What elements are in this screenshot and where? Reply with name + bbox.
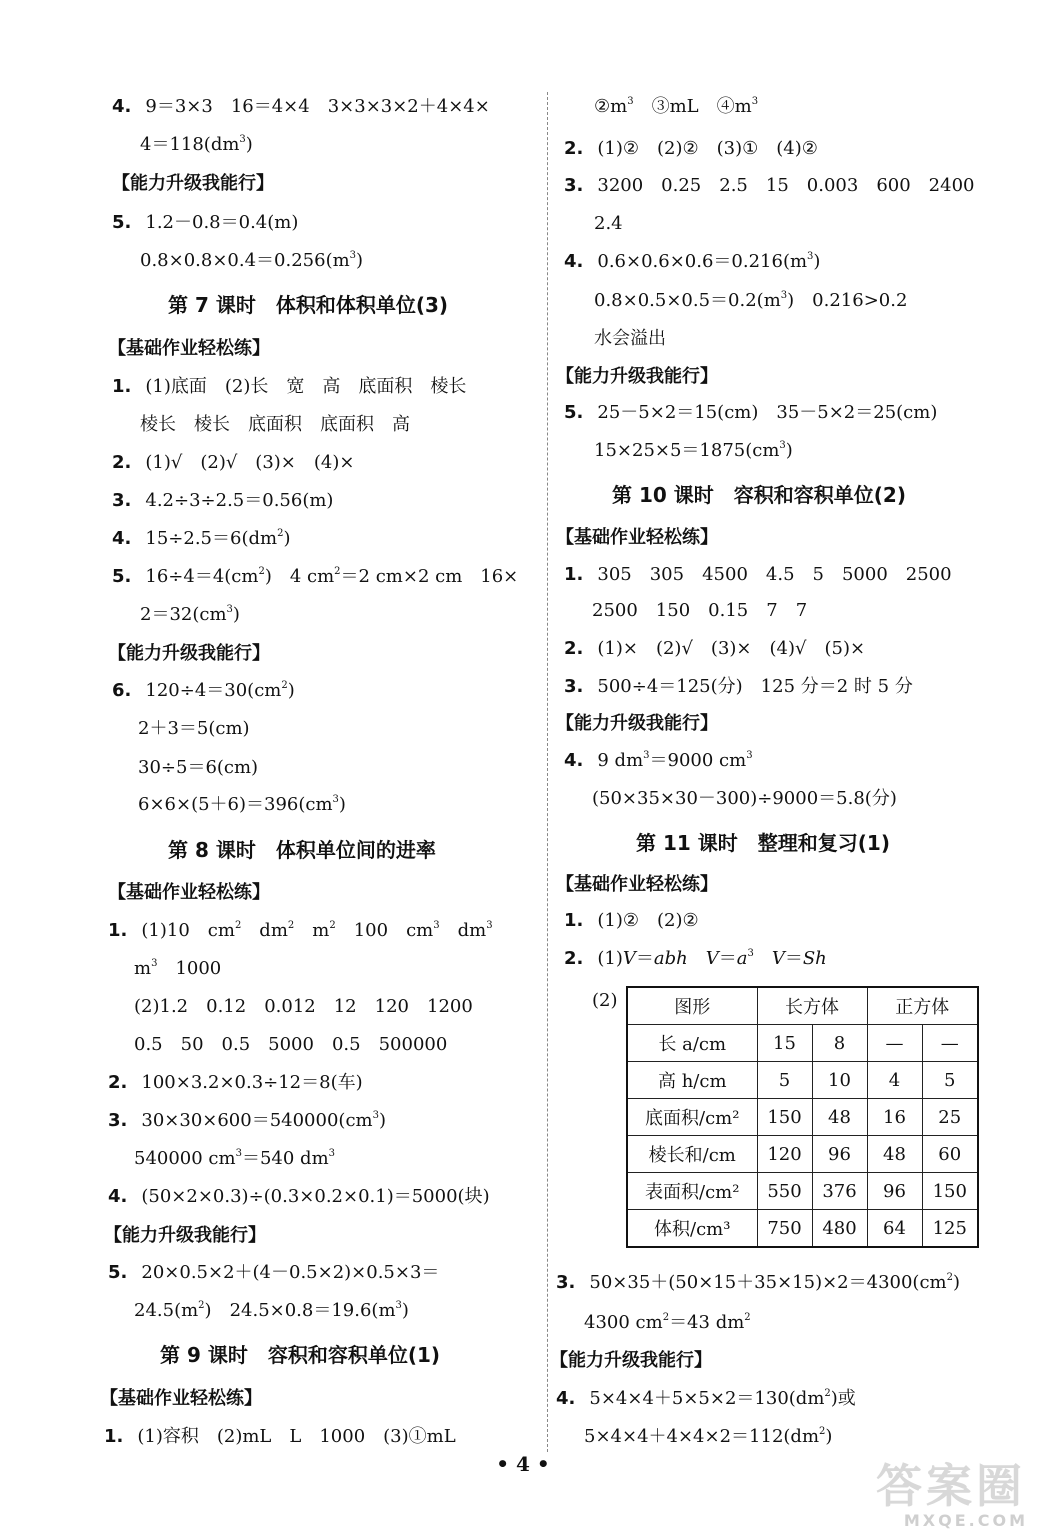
answer-line: 5. $16\div 4=4(cm^2)$ 4 $cm^2=2$ cm×2 cm 16× [112, 566, 519, 587]
answer-line: 1. (1)容积 (2)mL L 1000 (3)①mL [104, 1426, 456, 1447]
answer-line: $0.8\times 0.8\times 0.4=0.256(m^3)$ [140, 250, 364, 271]
table-cell: 15 [757, 1025, 812, 1062]
row-label: 表面积/cm² [627, 1173, 757, 1210]
table-row [627, 1173, 978, 1210]
answer-line: 2.4 [594, 213, 623, 234]
answer-line: 4. $0.6\times 0.6\times 0.6=0.216(m^3)$ [564, 251, 821, 272]
answer-line: $6\times 6\times(5+6)=396(cm^3)$ [138, 794, 346, 815]
table-cell: 376 [812, 1173, 867, 1210]
answer-line: 4. (50×2×0.3)÷(0.3×0.2×0.1)＝5000(块) [108, 1186, 490, 1207]
answer-line: 2500 150 0.15 7 7 [592, 600, 808, 621]
section-heading: 【基础作业轻松练】 [100, 1388, 262, 1409]
answer-line: 4. 9＝3×3 16＝4×4 3×3×3×2＋4×4× [112, 96, 490, 117]
table-row [627, 1210, 978, 1248]
table-cell: 10 [812, 1062, 867, 1099]
answer-line: 4. $5\times 4\times 4+5\times 5\times 2=130(dm^2)$或 [556, 1388, 856, 1409]
answer-line: $15\times 25\times 5=1875(cm^3)$ [594, 440, 793, 461]
answer-line: $2=32(cm^3)$ [140, 604, 240, 625]
table-header-cell: 正方体 [867, 987, 978, 1025]
row-label: 高 h/cm [627, 1062, 757, 1099]
table-cell: 120 [757, 1136, 812, 1173]
section-heading: 【能力升级我能行】 [556, 713, 718, 734]
row-label: 体积/cm³ [627, 1210, 757, 1248]
table-row [627, 1025, 978, 1062]
row-label: 长 a/cm [627, 1025, 757, 1062]
table-row [627, 1062, 978, 1099]
answer-line: 2. 100×3.2×0.3÷12＝8(车) [108, 1072, 363, 1093]
table-cell: 60 [922, 1136, 978, 1173]
answer-line: $24.5(m^2)$ $24.5\times 0.8=19.6(m^3)$ [134, 1300, 409, 1321]
page-number: • 4 • [496, 1452, 550, 1476]
answer-line: 2. (1)√ (2)√ (3)× (4)× [112, 452, 355, 473]
table-cell: 96 [867, 1173, 922, 1210]
answer-line: $m^3$ 1000 [134, 958, 222, 979]
answer-line: 5. 20×0.5×2＋(4－0.5×2)×0.5×3＝ [108, 1262, 440, 1283]
section-heading: 【基础作业轻松练】 [556, 527, 718, 548]
lesson-title: 第 11 课时 整理和复习(1) [636, 831, 890, 855]
table-cell: 48 [867, 1136, 922, 1173]
answer-line: $4=118(dm^3)$ [140, 134, 253, 155]
table-cell: 480 [812, 1210, 867, 1248]
table-cell: 64 [867, 1210, 922, 1248]
column-divider [547, 92, 548, 1452]
table-cell: 16 [867, 1099, 922, 1136]
table-cell: 750 [757, 1210, 812, 1248]
answer-line: 棱长 棱长 底面积 底面积 高 [140, 414, 410, 435]
table-header-cell: 长方体 [757, 987, 867, 1025]
answer-line: 3. 3200 0.25 2.5 15 0.003 600 2400 [564, 175, 975, 196]
answer-line: (50×35×30－300)÷9000＝5.8(分) [592, 788, 897, 809]
row-label: 棱长和/cm [627, 1136, 757, 1173]
answer-line: 4. $15\div 2.5=6(dm^2)$ [112, 528, 291, 549]
answer-line: (2) [592, 990, 618, 1011]
answer-line: 1. (1)② (2)② [564, 910, 699, 931]
section-heading: 【基础作业轻松练】 [108, 338, 270, 359]
answer-line: $5\times 4\times 4+4\times 4\times 2=112(dm^2)$ [584, 1426, 833, 1447]
table-cell: 125 [922, 1210, 978, 1248]
table-cell: — [867, 1025, 922, 1062]
answer-line: (2)1.2 0.12 0.012 12 120 1200 [134, 996, 473, 1017]
watermark-url: MXQE.COM [903, 1511, 1028, 1530]
answer-line: 5. 1.2－0.8＝0.4(m) [112, 212, 299, 233]
answer-line: 水会溢出 [594, 328, 666, 349]
answer-line: 3. 500÷4＝125(分) 125 分＝2 时 5 分 [564, 676, 913, 697]
section-heading: 【能力升级我能行】 [108, 643, 270, 664]
answer-line: 1. 305 305 4500 4.5 5 5000 2500 [564, 564, 952, 585]
section-heading: 【能力升级我能行】 [112, 173, 274, 194]
answer-line: 5. 25－5×2＝15(cm) 35－5×2＝25(cm) [564, 402, 938, 423]
section-heading: 【基础作业轻松练】 [108, 882, 270, 903]
table-cell: 550 [757, 1173, 812, 1210]
table-cell: 4 [867, 1062, 922, 1099]
answer-line: $0.8\times 0.5\times 0.5=0.2(m^3)$ 0.216>0.2 [594, 290, 908, 311]
table-cell: 5 [757, 1062, 812, 1099]
lesson-title: 第 9 课时 容积和容积单位(1) [160, 1343, 441, 1367]
answer-line: 1. (1)10 $cm^2$ $dm^2$ $m^2$ 100 $cm^3$ $dm^3$ [108, 920, 493, 941]
table-cell: 8 [812, 1025, 867, 1062]
table-cell: 150 [757, 1099, 812, 1136]
table-row [627, 1136, 978, 1173]
answer-line: 6. $120\div 4=30(cm^2)$ [112, 680, 295, 701]
answer-line: 2. (1)② (2)② (3)① (4)② [564, 138, 818, 159]
answer-line: 3. $30\times 30\times 600=540000(cm^3)$ [108, 1110, 386, 1131]
table-cell: — [922, 1025, 978, 1062]
answer-line: 2. (1)× (2)√ (3)× (4)√ (5)× [564, 638, 866, 659]
answer-line: 2. (1)V＝abh $V=a^3$ V＝Sh [564, 948, 827, 969]
answer-line: 0.5 50 0.5 5000 0.5 500000 [134, 1034, 448, 1055]
section-heading: 【能力升级我能行】 [104, 1225, 266, 1246]
table-cell: 48 [812, 1099, 867, 1136]
lesson-title: 第 10 课时 容积和容积单位(2) [612, 483, 906, 507]
lesson-title: 第 7 课时 体积和体积单位(3) [168, 293, 449, 317]
answer-line: 2＋3＝5(cm) [138, 718, 250, 739]
answer-line: $②m^3$ ③mL $④m^3$ [594, 96, 759, 117]
table-cell: 96 [812, 1136, 867, 1173]
table-header-cell: 图形 [627, 987, 757, 1025]
answer-line: 30÷5＝6(cm) [138, 757, 259, 778]
table-cell: 5 [922, 1062, 978, 1099]
answer-line: 1. (1)底面 (2)长 宽 高 底面积 棱长 [112, 376, 467, 397]
shape-table [626, 986, 979, 1248]
lesson-title: 第 8 课时 体积单位间的进率 [168, 838, 436, 862]
answer-line: 3. 4.2÷3÷2.5＝0.56(m) [112, 490, 334, 511]
answer-line: 4300 $cm^2=43$ $dm^2$ [584, 1312, 751, 1333]
answer-line: 540000 $cm^3=540$ $dm^3$ [134, 1148, 336, 1169]
section-heading: 【能力升级我能行】 [556, 366, 718, 387]
section-heading: 【能力升级我能行】 [550, 1350, 712, 1371]
section-heading: 【基础作业轻松练】 [556, 874, 718, 895]
table-header-row [627, 987, 978, 1025]
table-cell: 25 [922, 1099, 978, 1136]
row-label: 底面积/cm² [627, 1099, 757, 1136]
answer-line: 4. 9 $dm^3=9000$ $cm^3$ [564, 750, 753, 771]
table-row [627, 1099, 978, 1136]
table-cell: 150 [922, 1173, 978, 1210]
answer-line: 3. $50\times 35+(50\times 15+35\times 15)\times 2=4300(cm^2)$ [556, 1272, 961, 1293]
watermark-logo: 答案圈 [876, 1459, 1026, 1513]
